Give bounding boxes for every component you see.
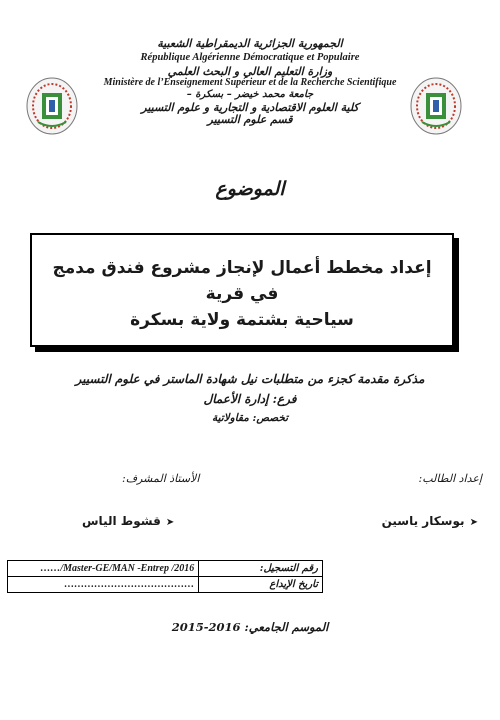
header-faculty-ar: كلية العلوم الاقتصادية و التجارية و علوم التسيير xyxy=(141,101,359,114)
registration-number-label: رقم التسجيل: xyxy=(199,561,323,577)
thesis-title-line1: إعداد مخطط أعمال لإنجاز مشروع فندق مدمج في قرية xyxy=(52,258,432,304)
student-entry xyxy=(382,510,478,529)
supervisor-name: قشوط الياس xyxy=(82,514,161,528)
header-department-ar: قسم علوم التسيير xyxy=(207,113,293,126)
student-name: بوسكار ياسين xyxy=(381,514,465,528)
table-row xyxy=(8,577,323,593)
table-row xyxy=(8,561,323,577)
thesis-title-line2: سياحية بشتمة ولاية بسكرة xyxy=(130,310,354,330)
memo-statement: مذكرة مقدمة كجزء من متطلبات نيل شهادة الماستر في علوم التسيير xyxy=(75,372,425,386)
bullet-arrow-icon: ➤ xyxy=(469,517,478,528)
bullet-arrow-icon: ➤ xyxy=(165,517,175,528)
supervisor-entry xyxy=(82,510,174,529)
header-university-ar: جامعة محمد خيضر – بسكرة – xyxy=(186,89,314,100)
student-label: إعداد الطالب: xyxy=(418,472,482,485)
deposit-date-value: ………………………………… xyxy=(8,577,199,593)
supervisor-label: الأستاذ المشرف: xyxy=(122,472,200,485)
subject-heading: الموضوع xyxy=(215,178,285,200)
header-ministry-fr: Ministère de l’Enseignement Supérieur et de la Recherche Scientifique xyxy=(103,77,397,88)
thesis-title-box xyxy=(30,233,454,347)
thesis-title xyxy=(40,255,444,333)
deposit-date-label: تاريخ الإيداع xyxy=(199,577,323,593)
header-ministry-ar: وزارة التعليم العالي و البحث العلمي xyxy=(167,65,333,78)
registration-table xyxy=(7,560,323,593)
specialty-line: تخصص: مقاولاتية xyxy=(211,412,289,424)
branch-line: فرع: إدارة الأعمال xyxy=(203,392,297,406)
header-republic-ar: الجمهورية الجزائرية الديمقراطية الشعبية xyxy=(157,37,343,50)
registration-number-value: ……/Master-GE/MAN -Entrep /2016 xyxy=(8,561,199,577)
header-republic-fr: République Algérienne Démocratique et Populaire xyxy=(140,52,360,63)
academic-season: الموسم الجامعي: 2016-2015 xyxy=(171,620,329,634)
